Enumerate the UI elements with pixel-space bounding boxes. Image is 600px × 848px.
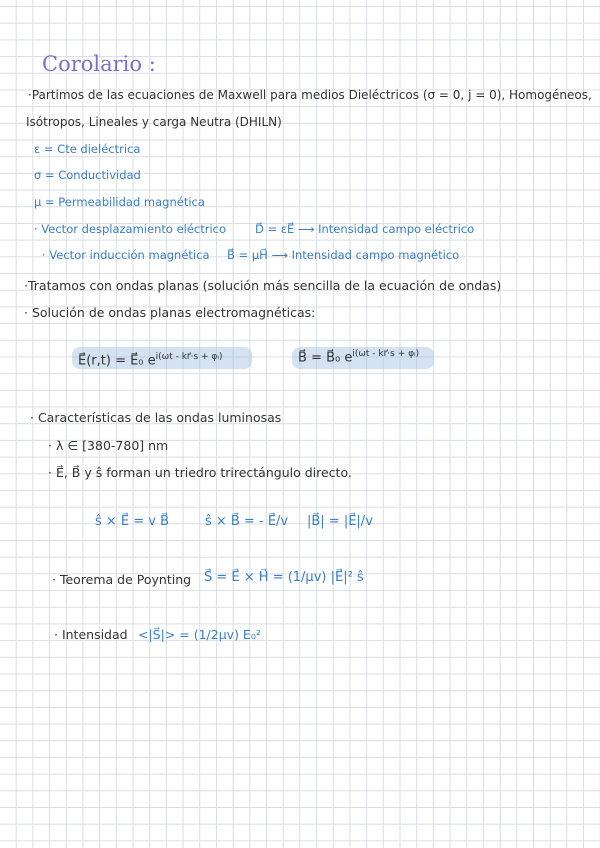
characteristics-heading: · Características de las ondas luminosas (30, 410, 282, 425)
relation-s-cross-E: ŝ × E⃗ = v B⃗ (95, 514, 170, 529)
plane-wave-E-base: E⃗(r,t) = E⃗₀ e (78, 353, 156, 369)
poynting-label: · Teorema de Poynting (52, 572, 192, 587)
poynting-formula: S⃗ = E⃗ × H⃗ = (1/μv) |E⃗|² ŝ (204, 570, 364, 585)
definition-conductivity: σ = Conductividad (34, 168, 141, 182)
definition-permittivity: ε = Cte dieléctrica (34, 142, 141, 156)
intro-line-2: Isótropos, Lineales y carga Neutra (DHILN) (26, 115, 282, 129)
vector-induction-formula: B⃗ = μH⃗ ⟶ Intensidad campo magnético (227, 248, 460, 262)
plane-wave-E-exponent: i(ωt - kr⃗·s + φᵢ) (155, 352, 223, 362)
plane-wave-E-equation (78, 352, 222, 368)
vector-displacement-formula: D⃗ = εE⃗ ⟶ Intensidad campo eléctrico (255, 222, 475, 236)
relation-s-cross-B: ŝ × B⃗ = - E⃗/v (205, 514, 289, 529)
intensity-label: · Intensidad (54, 627, 128, 642)
wavelength-range: · λ ∈ [380-780] nm (48, 438, 169, 453)
vector-induction-label: · Vector inducción magnética (42, 248, 210, 262)
triad-statement: · E⃗, B⃗ y ŝ forman un triedro trirectángulo directo. (48, 465, 352, 480)
intro-line-1: ·Partimos de las ecuaciones de Maxwell para medios Dieléctricos (σ = 0, j = 0), Homogéneos, (28, 88, 592, 102)
relation-B-magnitude: |B⃗| = |E⃗|/v (307, 514, 373, 529)
plane-wave-B-exponent: i(ωt - kr⃗·s + φᵢ) (352, 349, 420, 359)
page-title: Corolario : (42, 52, 156, 76)
plane-waves-line-2: · Solución de ondas planas electromagnéticas: (24, 305, 316, 320)
vector-displacement-label: · Vector desplazamiento eléctrico (34, 222, 227, 236)
plane-waves-line-1: ·Tratamos con ondas planas (solución más sencilla de la ecuación de ondas) (24, 278, 502, 293)
plane-wave-B-equation (298, 349, 419, 365)
intensity-formula: <|S⃗|> = (1/2μv) E₀² (138, 627, 261, 642)
definition-permeability: μ = Permeabilidad magnética (34, 195, 205, 209)
plane-wave-B-base: B⃗ = B⃗₀ e (298, 350, 353, 366)
